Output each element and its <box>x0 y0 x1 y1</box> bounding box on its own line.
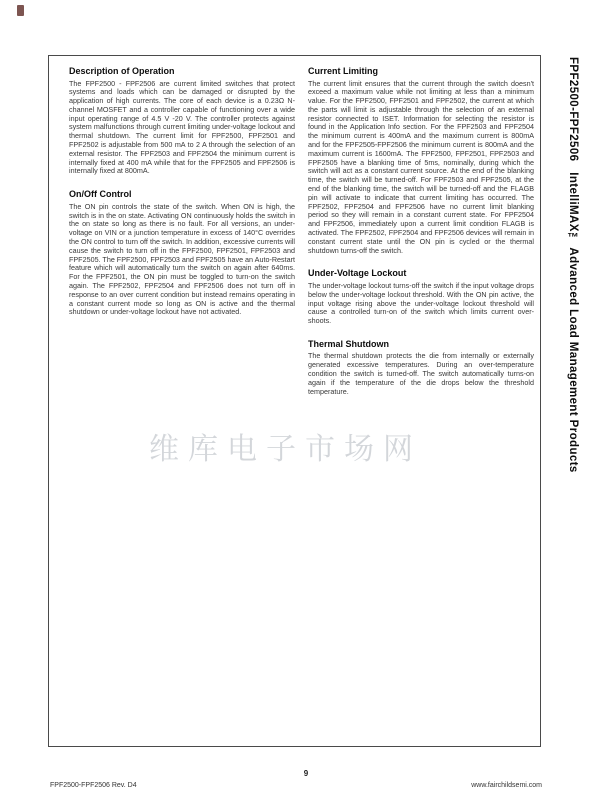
section-under-voltage-lockout <box>308 268 534 325</box>
text-columns <box>49 56 540 409</box>
section-heading: Under-Voltage Lockout <box>308 268 407 279</box>
section-paragraph: The FPF2500 - FPF2506 are current limited switches that protect systems and loads which can be damaged or disrupted by the application of high currents. The core of each device is a 0.23Ω N-channel MOSFET and a controller capable of functioning over a wide input operating range of 4.5 V -20 V. The controller protects against system malfunctions through current limiting under-voltage lockout and thermal shutdown. The current limit for FPF2500, FPF2501 and FPF2502 is adjustable from 500 mA to 2 A through the selection of an external resistor. The FPF2503 and FPF2504 the minimum current is internally fixed at 400 mA while that for the FPF2505 and FPF2506 is internally fixed at 800mA. <box>69 78 295 176</box>
section-thermal-shutdown <box>308 339 534 396</box>
section-paragraph: The current limit ensures that the current through the switch doesn't exceed a maximum value while not limiting at less than a minimum value. For the FPF2500, FPF2501 and FPF2502, the current at which the parts will limit is adjustable through the selection of an external resistor connected to ISET. Information for selecting the resistor is found in the Application Info section. For the FPF2503 and FPF2504 the minimum current is 400mA and the maximum current is 800mA and for the FPF2505-FPF2506 the minimum current is 800mA and the maximum current is 1600mA. The FPF2500, FPF2501, FPF2503 and FPF2505 have a blanking time of 5ms, nominally, during which the switch will act as a constant current source. At the end of the blanking time, the switch will be turned-off. For FPF2503 and FPF2505, at the end of the blanking time, the switch will be turned-off and the FLAGB pin will activate to indicate that current limiting has occurred. The FPF2502, FPF2504 and FPF2506 have no current limit blanking period so they will remain in a constant current state. For FPF2504 and FPF2506, immediately upon a current limit condition FLAGB is activated. The FPF2502, FPF2504 and FPF2506 devices will remain in constant current state until the ON pin is cycled or the thermal shutdown turns-off the switch. <box>308 78 534 255</box>
section-paragraph: The thermal shutdown protects the die from internally or externally generated excessive temperatures. During an over-temperature condition the switch is turned-off. The switch automatically turns-on again if the temperature of the die drops below the threshold temperature. <box>308 351 534 396</box>
left-column <box>69 66 295 409</box>
section-current-limiting <box>308 66 534 255</box>
section-heading: Description of Operation <box>69 66 175 76</box>
section-paragraph: The under-voltage lockout turns-off the switch if the input voltage drops below the under-voltage lockout threshold. With the ON pin active, the input voltage rising above the under-voltage lockout threshold will cause a controlled turn-on of the switch which limits current over-shoots. <box>308 280 534 326</box>
sidebar-vertical-title: FPF2500-FPF2506 IntelliMAX™ Advanced Load Management Products <box>567 57 579 473</box>
corner-artifact <box>17 5 24 16</box>
page-number: 9 <box>303 769 309 778</box>
right-column <box>308 66 534 409</box>
section-heading: Thermal Shutdown <box>308 338 389 349</box>
footer-doc-rev: FPF2500-FPF2506 Rev. D4 <box>50 782 137 789</box>
watermark-text: 维库电子市场网 <box>149 433 422 466</box>
footer <box>50 782 542 789</box>
footer-url-link[interactable]: www.fairchildsemi.com <box>471 782 542 789</box>
section-description-of-operation <box>69 66 295 176</box>
section-paragraph: The ON pin controls the state of the switch. When ON is high, the switch is in the on state. Activating ON continuously holds the switch in the on state so long as there is no fault. For all versions, an under-voltage on VIN or a junction temperature in excess of 140°C overrides the ON control to turn off the switch. In addition, excessive currents will cause the switch to turn off in the FPF2500, FPF2501, FPF2503 and FPF2505. The FPF2500, FPF2503 and FPF2505 have an Auto-Restart feature which will automatically turn the switch on again after 640ms. For the FPF2501, the ON pin must be toggled to turn-on the switch again. The FPF2502, FPF2504 and FPF2506 does not turn off in response to an over current condition but instead remains operating in a constant current mode so long as ON is active and the thermal shutdown or under-voltage lockout have not activated. <box>69 201 296 317</box>
section-on-off-control <box>69 189 295 317</box>
section-heading: On/Off Control <box>69 189 132 200</box>
section-heading: Current Limiting <box>308 66 378 76</box>
content-border-box <box>48 55 541 747</box>
